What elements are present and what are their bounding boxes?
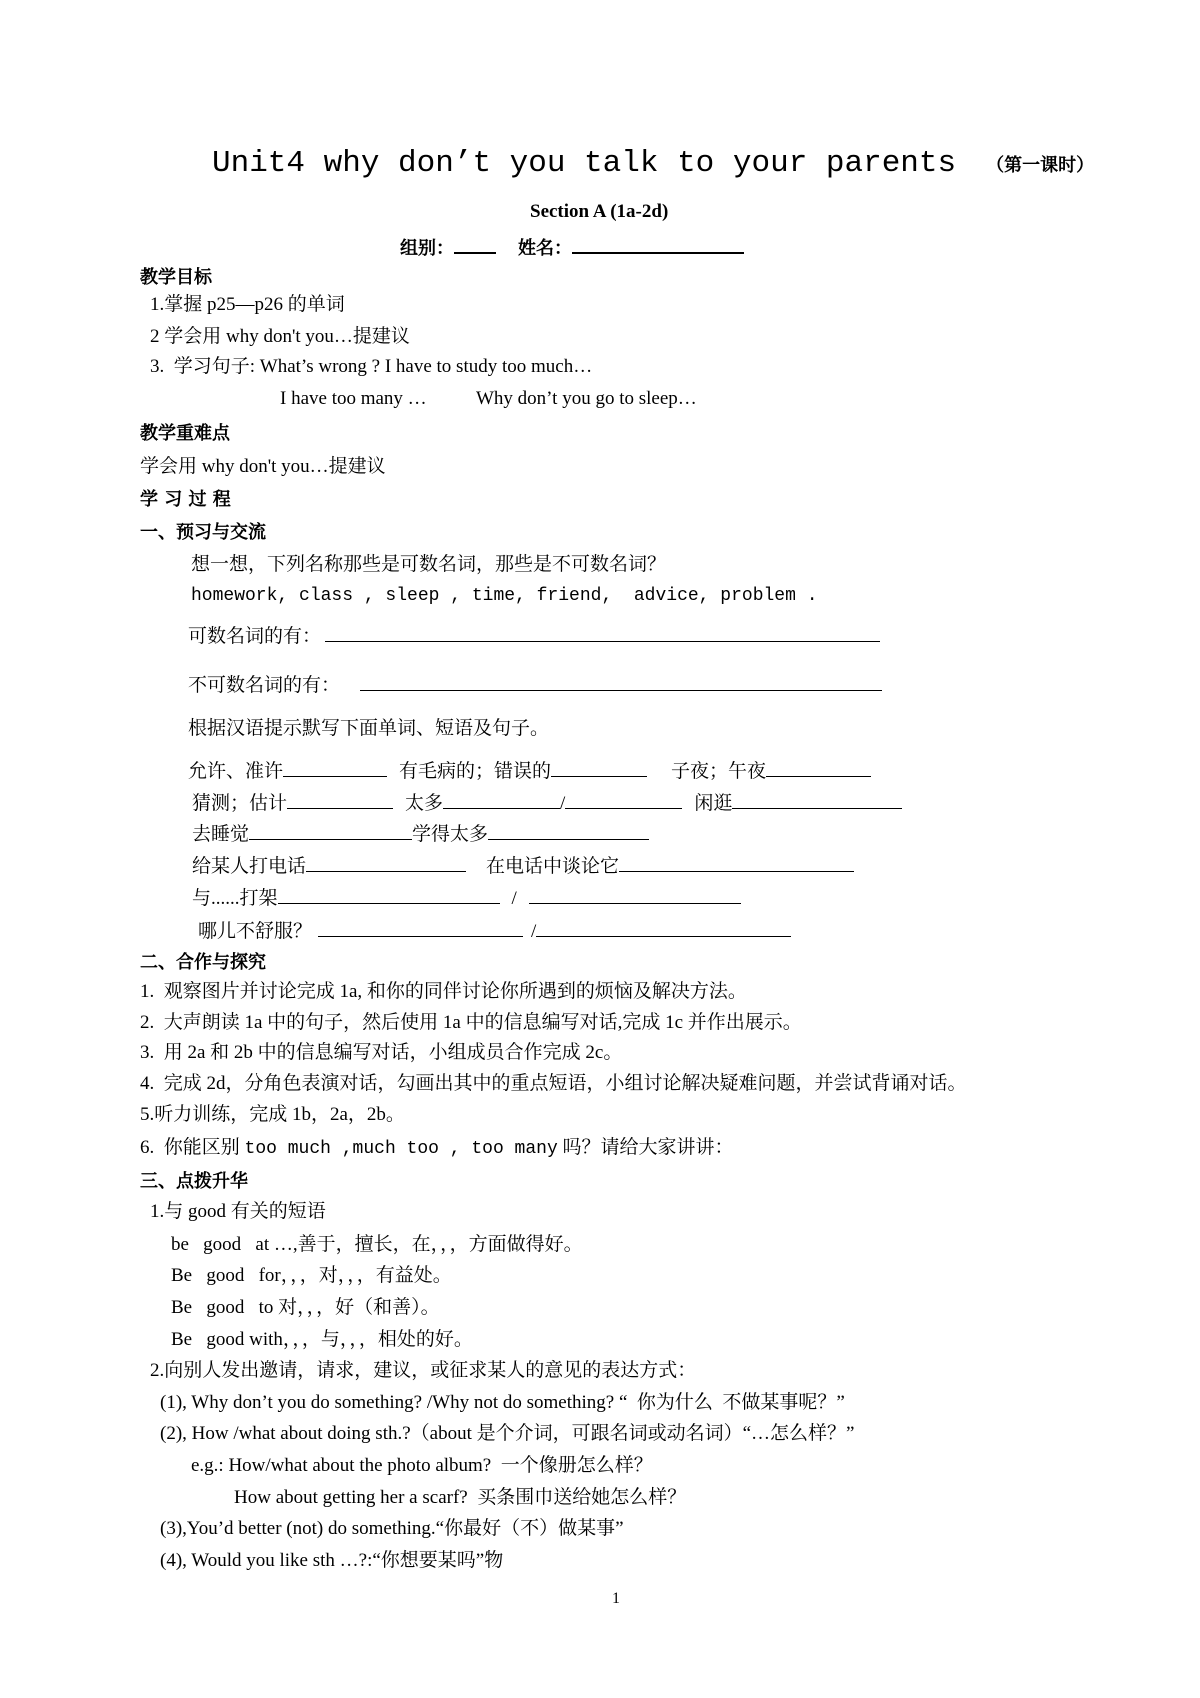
dictation-instruction: 根据汉语提示默写下面单词、短语及句子。 [188, 718, 550, 739]
example: How about getting her a scarf? 买条围巾送给她怎么样？ [234, 1487, 687, 1508]
part3-heading: 三、点拨升华 [140, 1171, 248, 1192]
page-title [212, 146, 1094, 184]
phrase: Be good with，，，与，，，相处的好。 [171, 1329, 473, 1350]
answer-field[interactable] [536, 918, 791, 937]
phrase: Be good for，，，对，，，有益处。 [171, 1265, 452, 1286]
answer-field[interactable] [318, 918, 523, 937]
goal-cont-a: I have too many … [280, 388, 427, 409]
goal-item: 3. 学习句子: What’s wrong ? I have to study too much… [150, 356, 593, 377]
prompt: 哪儿不舒服？ [198, 921, 313, 942]
goal-cont-b: Why don’t you go to sleep… [476, 388, 697, 409]
dictation-row [192, 790, 902, 815]
q6-terms: too much ,much too , too many [244, 1139, 558, 1159]
prompt: 学得太多 [412, 824, 489, 845]
goals-heading: 教学目标 [140, 267, 212, 288]
expression: (2), How /what about doing sth.?（about 是个介词，可跟名词或动名词）“…怎么样？” [160, 1423, 855, 1444]
word-list: homework, class , sleep , time, friend, advice, problem . [191, 586, 818, 606]
task-item: 3. 用 2a 和 2b 中的信息编写对话，小组成员合作完成 2c。 [140, 1042, 623, 1063]
prompt: 与......打架 [192, 888, 278, 909]
uncountable-line [188, 672, 882, 697]
answer-field[interactable] [278, 885, 500, 904]
name-label: 姓名： [518, 238, 572, 259]
name-field[interactable] [572, 234, 744, 254]
example: e.g.: How/what about the photo album? 一个像册怎么样？ [191, 1455, 653, 1476]
goal-item: 1.掌握 p25—p26 的单词 [150, 294, 345, 315]
part1-heading: 一、预习与交流 [140, 522, 266, 543]
expression: (4), Would you like sth …?:“你想要某吗”物 [160, 1550, 504, 1571]
prompt: 子夜；午夜 [671, 761, 767, 782]
group-name-line [400, 234, 744, 260]
goal-item: 2 学会用 why don't you…提建议 [150, 326, 410, 347]
answer-field[interactable] [619, 853, 854, 872]
subheading: 1.与 good 有关的短语 [150, 1201, 326, 1222]
slash: / [560, 793, 566, 814]
countable-field[interactable] [325, 623, 880, 642]
prompt: 在电话中谈论它 [486, 856, 620, 877]
answer-field[interactable] [529, 885, 741, 904]
phrase: Be good to 对，，，好（和善）。 [171, 1297, 440, 1318]
section-label: Section A (1a-2d) [530, 201, 669, 222]
answer-field[interactable] [551, 758, 647, 777]
part2-heading: 二、合作与探究 [140, 952, 266, 973]
group-label: 组别： [400, 238, 454, 259]
subheading: 2.向别人发出邀请，请求，建议，或征求某人的意见的表达方式： [150, 1360, 697, 1381]
dictation-row [198, 918, 791, 943]
key-text: 学会用 why don't you…提建议 [140, 456, 386, 477]
slash: / [531, 921, 537, 942]
answer-field[interactable] [443, 790, 560, 809]
countable-line [188, 623, 880, 648]
key-heading: 教学重难点 [140, 423, 230, 444]
process-heading: 学 习 过 程 [140, 489, 231, 510]
answer-field[interactable] [732, 790, 902, 809]
prompt: 有毛病的；错误的 [399, 761, 552, 782]
answer-field[interactable] [488, 821, 649, 840]
prompt: 闲逛 [694, 793, 733, 814]
dictation-row [192, 821, 649, 846]
prompt: 去睡觉 [192, 824, 250, 845]
expression: (1), Why don’t you do something? /Why not do something? “ 你为什么 不做某事呢？” [160, 1392, 845, 1413]
slash: / [511, 888, 517, 909]
task-item-6 [140, 1137, 734, 1160]
group-field[interactable] [454, 234, 496, 254]
countable-label: 可数名词的有： [188, 626, 322, 647]
part1-question: 想一想，下列名称那些是可数名词，那些是不可数名词？ [191, 554, 667, 575]
answer-field[interactable] [287, 790, 393, 809]
task-item: 4. 完成 2d，分角色表演对话，勾画出其中的重点短语，小组讨论解决疑难问题，并尝试背诵对话。 [140, 1073, 967, 1094]
answer-field[interactable] [565, 790, 682, 809]
q6-text: 吗？请给大家讲讲： [557, 1137, 734, 1158]
uncountable-field[interactable] [360, 672, 882, 691]
title-text: Unit4 why don’t you talk to your parents [212, 146, 957, 181]
dictation-row [188, 758, 871, 783]
dictation-row [192, 853, 854, 878]
phrase: be good at …,善于，擅长，在，，，方面做得好。 [171, 1234, 583, 1255]
prompt: 猜测；估计 [192, 793, 288, 814]
answer-field[interactable] [249, 821, 412, 840]
expression: (3),You’d better (not) do something.“你最好（不）做某事” [160, 1518, 624, 1539]
answer-field[interactable] [283, 758, 387, 777]
answer-field[interactable] [766, 758, 871, 777]
lesson-label: （第一课时） [986, 155, 1095, 176]
answer-field[interactable] [306, 853, 466, 872]
prompt: 给某人打电话 [192, 856, 307, 877]
task-item: 2. 大声朗读 1a 中的句子，然后使用 1a 中的信息编写对话,完成 1c 并作出展示。 [140, 1012, 802, 1033]
dictation-row [192, 885, 741, 910]
uncountable-label: 不可数名词的有： [188, 675, 341, 696]
task-item: 1. 观察图片并讨论完成 1a, 和你的同伴讨论你所遇到的烦恼及解决方法。 [140, 981, 747, 1002]
q6-text: 6. 你能区别 [140, 1137, 240, 1158]
task-item: 5.听力训练，完成 1b，2a，2b。 [140, 1104, 405, 1125]
prompt: 太多 [405, 793, 444, 814]
page-number: 1 [612, 1590, 620, 1607]
prompt: 允许、准许 [188, 761, 284, 782]
